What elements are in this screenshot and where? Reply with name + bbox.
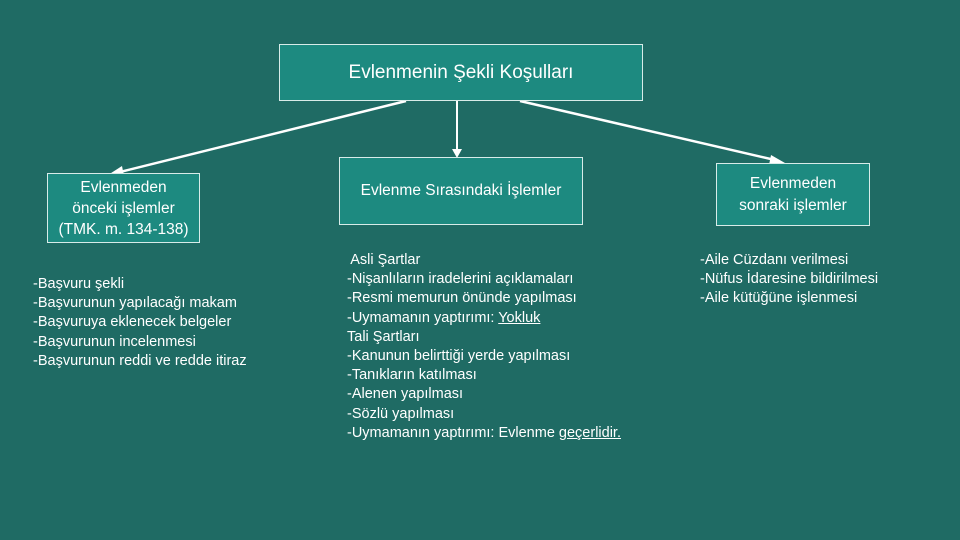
list-item: Asli Şartlar	[347, 252, 421, 268]
after-marriage-list	[700, 251, 878, 309]
list-item: -Başvuru şekli	[33, 276, 125, 292]
before-marriage-list	[33, 275, 247, 371]
during-heading: Evlenme Sırasındaki İşlemler	[360, 182, 562, 199]
list-item-text: -Uymamanın yaptırımı: Evlenme	[347, 424, 559, 441]
after-heading-line-2: sonraki işlemler	[739, 196, 847, 214]
list-item-text: -Uymamanın yaptırımı:	[347, 309, 499, 326]
after-marriage-node	[716, 163, 870, 226]
list-item: -Başvuruya eklenecek belgeler	[33, 314, 232, 331]
list-item: -Aile Cüzdanı verilmesi	[700, 252, 849, 268]
list-item	[347, 424, 621, 443]
list-item: -Aile kütüğüne işlenmesi	[700, 290, 858, 307]
list-item: -Resmi memurun önünde yapılması	[347, 290, 577, 307]
sanction-valid: geçerlidir.	[558, 424, 621, 441]
before-heading-line-3: (TMK. m. 134-138)	[58, 220, 189, 238]
before-heading-line-1: Evlenmeden	[80, 178, 167, 196]
list-item: -Tanıkların katılması	[347, 367, 477, 384]
before-heading-line-2: önceki işlemler	[72, 199, 175, 217]
list-item: -Başvurunun yapılacağı makam	[33, 295, 237, 312]
list-item: -Nüfus İdaresine bildirilmesi	[700, 271, 879, 288]
list-item: -Sözlü yapılması	[347, 405, 455, 422]
list-item: -Başvurunun reddi ve redde itiraz	[33, 352, 247, 369]
list-item: Tali Şartları	[347, 328, 420, 345]
list-item: -Başvurunun incelenmesi	[33, 333, 196, 350]
arrow-to-right	[520, 101, 775, 160]
list-item: -Alenen yapılması	[347, 386, 464, 403]
list-item: -Nişanlıların iradelerini açıklamaları	[347, 271, 574, 288]
sanction-nullity: Yokluk	[498, 309, 541, 326]
root-node	[279, 44, 643, 101]
after-heading-line-1: Evlenmeden	[749, 174, 837, 192]
list-item: -Kanunun belirttiği yerde yapılması	[347, 348, 571, 365]
root-title: Evlenmenin Şekli Koşulları	[348, 61, 574, 83]
during-marriage-node	[339, 157, 583, 225]
list-item	[347, 309, 621, 328]
during-marriage-list	[347, 251, 621, 443]
before-marriage-node	[47, 173, 200, 243]
